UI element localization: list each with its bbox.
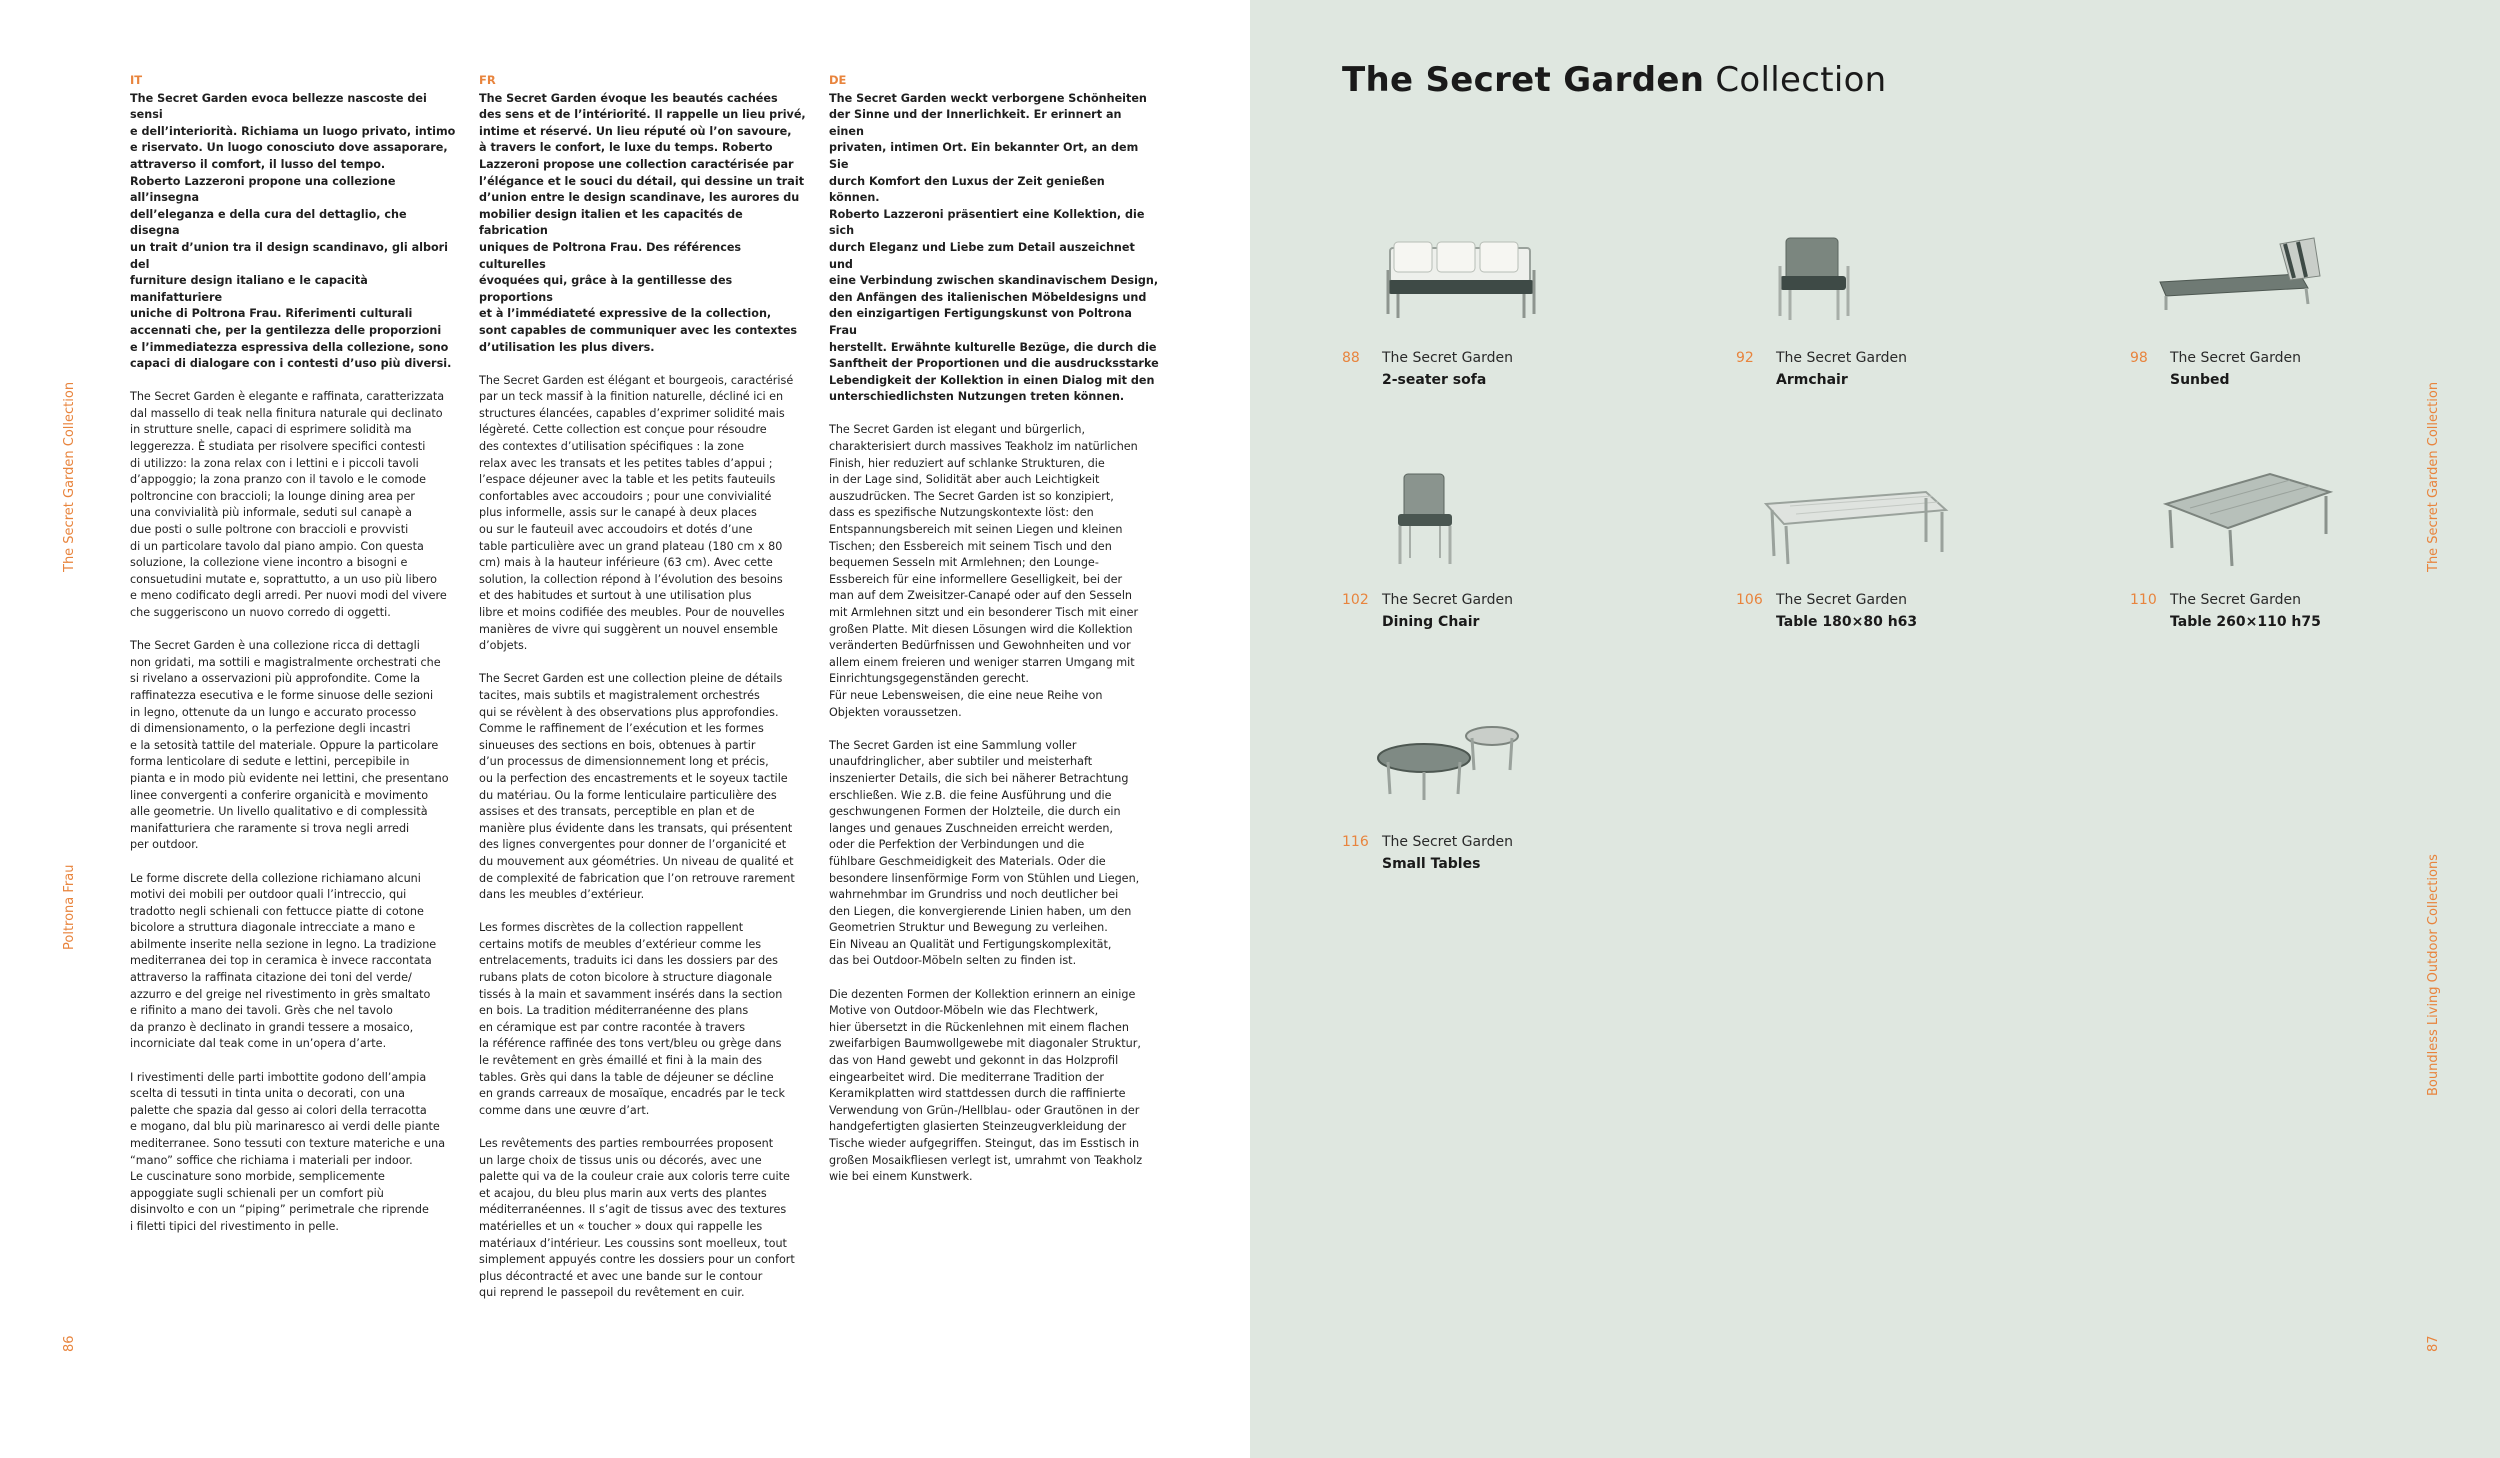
- body-paragraph: The Secret Garden ist elegant und bürgerlich, charakterisiert durch massives Teakholz im natürlichen Finish, hier reduziert auf schlanke Strukturen, die in der Lage sind, Solidität aber auch Leichtigkeit auszudrücken. The Secret Garden ist so konzipiert, dass es spezifische Nutzungskontexte löst: den Entspannungsbereich mit seinen Liegen und kleinen Tischen; den Essbereich mit seinem Tisch und den bequemen Sesseln mit Armlehnen; den Lounge- Essbereich für eine informellere Geselligkeit, bei der man auf dem Zweisitzer-Canapé oder auf den Sesseln mit Armlehnen sitzt und ein besonderer Tisch mit einer großen Platte. Mit diesen Lösungen wird die Kollektion veränderten Bedürfnissen und Gewohnheiten und vor allem einem freieren und weniger starren Umgang mit Einrichtungsgegenständen gerecht. Für neue Lebensweisen, die eine neue Reihe von Objekten voraussetzen.: [829, 423, 1139, 719]
- page-ref: 106: [1736, 592, 1763, 608]
- column-german: [829, 72, 1159, 1202]
- product-name: Table 260×110 h75: [2170, 614, 2321, 630]
- product-card[interactable]: [1736, 452, 1966, 632]
- collection-name: The Secret Garden: [2170, 592, 2301, 608]
- body-paragraph: The Secret Garden è elegante e raffinata, caratterizzata dal massello di teak nella finitura naturale qui declinato in strutture snelle, capaci di esprimere solidità ma leggerezza. È studiata per risolvere specifici contesti di utilizzo: la zona relax con i lettini e i piccoli tavoli d’appoggio; la zona pranzo con il tavolo e le comode poltroncine con braccioli; la lounge dining area per una convivialità più informale, seduti sul canapè a due posti o sulle poltrone con braccioli e provvisti di un particolare tavolo dal piano ampio. Con questa soluzione, la collezione viene incontro a bisogni e consuetudini mutate e, soprattutto, a un uso più libero e meno codificato degli arredi. Per nuovi modi del vivere che suggeriscono un nuovo corredo di oggetti.: [130, 390, 447, 619]
- sofa-image: [1342, 210, 1572, 340]
- column-italian: [130, 72, 460, 1252]
- page-ref: 88: [1342, 350, 1360, 366]
- left-side-title: The Secret Garden Collection: [62, 381, 77, 572]
- product-card[interactable]: [1342, 210, 1572, 390]
- collection-name: The Secret Garden: [1382, 592, 1513, 608]
- body-paragraph: Les formes discrètes de la collection rappellent certains motifs de meubles d’extérieur comme les entrelacements, traduits ici dans les dossiers par des rubans plats de coton bicolore à structure diagonale tissés à la main et savamment insérés dans la section en bois. La tradition méditerranéenne des plans en céramique est par contre racontée à travers la référence raffinée des tons vert/bleu ou grège dans le revêtement en grès émaillé et fini à la main des tables. Grès qui dans la table de déjeuner se décline en grands carreaux de mosaïque, encadrés par le teck comme dans une œuvre d’art.: [479, 921, 785, 1117]
- product-card[interactable]: [1736, 210, 1966, 390]
- intro-paragraph: The Secret Garden weckt verborgene Schönheiten der Sinne und der Innerlichkeit. Er erinnert an einen privaten, intimen Ort. Ein bekannter Ort, an dem Sie durch Komfort den Luxus der Zeit genießen können. Roberto Lazzeroni präsentiert eine Kollektion, die sich durch Eleganz und Liebe zum Detail auszeichnet und eine Verbindung zwischen skandinavischem Design, den Anfängen des italienischen Möbeldesigns und den einzigartigen Fertigungskunst von Poltrona Frau herstellt. Erwähnte kulturelle Bezüge, die durch die Sanftheit der Proportionen und die ausdrucksstarke Lebendigkeit der Kollektion in einen Dialog mit den unterschiedlichsten Nutzungen treten können.: [829, 91, 1159, 404]
- collection-name: The Secret Garden: [1776, 350, 1907, 366]
- large-table-image: [2130, 452, 2360, 582]
- left-page-number: 86: [62, 1335, 77, 1352]
- body-paragraph: The Secret Garden est élégant et bourgeois, caractérisé par un teck massif à la finition naturelle, décliné ici en structures élancées, capables d’exprimer solidité mais légèreté. Cette collection est conçue pour résoudre des contextes d’utilisation spécifiques : la zone relax avec les transats et les petites tables d’appui ; l’espace déjeuner avec la table et les petits fauteuils confortables avec accoudoirs ; pour une convivialité plus informelle, assis sur le canapé à deux places ou sur le fauteuil avec accoudoirs et dotés d’une table particulière avec un grand plateau (180 cm x 80 cm) mais à la hauteur inférieure (63 cm). Avec cette solution, la collection répond à l’évolution des besoins et des habitudes et surtout à une utilisation plus libre et moins codifiée des meubles. Pour de nouvelles manières de vivre qui suggèrent un nouvel ensemble d’objets.: [479, 373, 794, 653]
- collection-title: [1342, 60, 1887, 100]
- product-card[interactable]: [1342, 452, 1572, 632]
- language-label: FR: [479, 73, 496, 87]
- left-side-brand: Poltrona Frau: [62, 864, 77, 950]
- collection-name: The Secret Garden: [1776, 592, 1907, 608]
- product-name: Sunbed: [2170, 372, 2230, 388]
- body-paragraph: Les revêtements des parties rembourrées proposent un large choix de tissus unis ou décorés, avec une palette qui va de la couleur craie aux coloris terre cuite et acajou, du bleu plus marin aux verts des plantes méditerranéennes. Il s’agit de tissus avec des textures matérielles et un « toucher » doux qui rappelle les matériaux d’intérieur. Les coussins sont moelleux, tout simplement appuyés contre les dossiers pour un confort plus décontracté et avec une bande sur le contour qui reprend le passepoil du revêtement en cuir.: [479, 1137, 795, 1300]
- sunbed-image: [2130, 210, 2360, 340]
- body-paragraph: The Secret Garden è una collezione ricca di dettagli non gridati, ma sottili e magistralmente orchestrati che si rivelano a osservazioni più approfondite. Come la raffinatezza esecutiva e le forme sinuose delle sezioni in legno, ottenute da un lungo e accurato processo di dimensionamento, o la perfezione degli incastri e la setosità tattile del materiale. Oppure la particolare forma lenticolare di sedute e lettini, percepibile in pianta e in modo più evidente nei lettini, che presentano linee convergenti a conferire organicità e movimento alle geometrie. Un livello qualitativo e di complessità manifatturiera che raramente si trova negli arredi per outdoor.: [130, 639, 449, 852]
- right-page: [1250, 0, 2500, 1458]
- collection-name: The Secret Garden: [2170, 350, 2301, 366]
- product-name: Table 180×80 h63: [1776, 614, 1918, 630]
- product-card[interactable]: [1342, 694, 1572, 874]
- product-name: 2-seater sofa: [1382, 372, 1487, 388]
- body-paragraph: The Secret Garden est une collection pleine de détails tacites, mais subtils et magistralement orchestrés qui se révèlent à des observations plus approfondies. Comme le raffinement de l’exécution et les formes sinueuses des sections en bois, obtenues à partir d’un processus de dimensionnement long et précis, ou la perfection des encastrements et le soyeux tactile du matériau. Ou la forme lenticulaire particulière des assises et des transats, perceptible en plan et de manière plus évidente dans les transats, qui présentent des lignes convergentes pour donner de l’organicité et du mouvement aux géométries. Un niveau de qualité et de complexité de fabrication que l’on retrouve rarement dans les meubles d’extérieur.: [479, 672, 795, 902]
- right-page-number: 87: [2426, 1335, 2441, 1352]
- title-bold: The Secret Garden: [1342, 60, 1705, 100]
- product-card[interactable]: [2130, 210, 2360, 390]
- page-ref: 116: [1342, 834, 1369, 850]
- body-paragraph: Le forme discrete della collezione richiamano alcuni motivi dei mobili per outdoor quali l’intreccio, qui tradotto negli schienali con fettucce piatte di cotone bicolore a struttura diagonale intrecciate a mano e abilmente inserite nella sezione in legno. La tradizione mediterranea dei top in ceramica è invece raccontata attraverso la raffinata citazione dei toni del verde/ azzurro e del greige nel rivestimento in grès smaltato e rifinito a mano dei tavoli. Grès che nel tavolo da pranzo è declinato in grandi tessere a mosaico, incorniciate dal teak come in un’opera d’arte.: [130, 871, 437, 1051]
- body-paragraph: Die dezenten Formen der Kollektion erinnern an einige Motive von Outdoor-Möbeln wie das Flechtwerk, hier übersetzt in die Rückenlehnen mit einem flachen zweifarbigen Baumwollgewebe mit diagonaler Struktur, das von Hand gewebt und gekonnt in das Holzprofil eingearbeitet wird. Die mediterrane Tradition der Keramikplatten wird stattdessen durch die raffinierte Verwendung von Grün-/Hellblau- oder Grautönen in der handgefertigten glasierten Steinzeugverkleidung der Tische wieder aufgegriffen. Steingut, das im Esstisch in großen Mosaikfliesen verlegt ist, umrahmt von Teakholz wie bei einem Kunstwerk.: [829, 987, 1143, 1184]
- page-ref: 98: [2130, 350, 2148, 366]
- product-name: Small Tables: [1382, 856, 1481, 872]
- page-ref: 92: [1736, 350, 1754, 366]
- collection-name: The Secret Garden: [1382, 834, 1513, 850]
- page-ref: 102: [1342, 592, 1369, 608]
- armchair-image: [1736, 210, 1966, 340]
- product-name: Dining Chair: [1382, 614, 1480, 630]
- right-side-series: Boundless Living Outdoor Collections: [2426, 854, 2441, 1096]
- intro-paragraph: The Secret Garden evoca bellezze nascoste dei sensi e dell’interiorità. Richiama un luogo privato, intimo e riservato. Un luogo conosciuto dove assaporare, attraverso il comfort, il lusso del tempo. Roberto Lazzeroni propone una collezione all’insegna dell’eleganza e della cura del dettaglio, che disegna un trait d’union tra il design scandinavo, gli albori del furniture design italiano e le capacità manifatturiere uniche di Poltrona Frau. Riferimenti culturali accennati che, per la gentilezza delle proporzioni e l’immediatezza espressiva della collezione, sono capaci di dialogare con i contesti d’uso più diversi.: [130, 91, 456, 371]
- body-paragraph: The Secret Garden ist eine Sammlung voller unaufdringlicher, aber subtiler und meisterhaft inszenierter Details, die sich bei näherer Betrachtung erschließen. Wie z.B. die feine Ausführung und die geschwungenen Formen der Holzteile, die durch ein langes und genaues Zuschneiden erreicht werden, oder die Perfektion der Verbindungen und die fühlbare Geschmeidigkeit des Materials. Oder die besondere linsenförmige Form von Stühlen und Liegen, wahrnehmbar im Grundriss und noch deutlicher bei den Liegen, die konvergierende Linien haben, um den Geometrien Struktur und Bewegung zu verleihen. Ein Niveau an Qualität und Fertigungskomplexität, das bei Outdoor-Möbeln selten zu finden ist.: [829, 738, 1140, 968]
- title-light: Collection: [1715, 60, 1887, 100]
- small-tables-image: [1342, 694, 1572, 824]
- column-french: [479, 72, 809, 1319]
- language-label: IT: [130, 73, 143, 87]
- intro-paragraph: The Secret Garden évoque les beautés cachées des sens et de l’intériorité. Il rappelle un lieu privé, intime et réservé. Un lieu réputé où l’on savoure, à travers le confort, le luxe du temps. Roberto Lazzeroni propose une collection caractérisée par l’élégance et le souci du détail, qui dessine un trait d’union entre le design scandinave, les aurores du mobilier design italien et les capacités de fabrication uniques de Poltrona Frau. Des références culturelles évoquées qui, grâce à la gentillesse des proportions et à l’immédiateté expressive de la collection, sont capables de communiquer avec les contextes d’utilisation les plus divers.: [479, 91, 806, 354]
- product-card[interactable]: [2130, 452, 2360, 632]
- dining-chair-image: [1342, 452, 1572, 582]
- body-paragraph: I rivestimenti delle parti imbottite godono dell’ampia scelta di tessuti in tinta unita o decorati, con una palette che spazia dal gesso ai colori della terracotta e mogano, dal blu più marinaresco ai verdi delle piante mediterranee. Sono tessuti con texture materiche e una “mano” soffice che richiama i materiali per indoor. Le cuscinature sono morbide, semplicemente appoggiate sugli schienali per un comfort più disinvolto e con un “piping” perimetrale che riprende i filetti tipici del rivestimento in pelle.: [130, 1070, 446, 1233]
- product-name: Armchair: [1776, 372, 1848, 388]
- right-side-title: The Secret Garden Collection: [2426, 381, 2441, 572]
- language-label: DE: [829, 73, 847, 87]
- table-image: [1736, 452, 1966, 582]
- page-ref: 110: [2130, 592, 2157, 608]
- collection-name: The Secret Garden: [1382, 350, 1513, 366]
